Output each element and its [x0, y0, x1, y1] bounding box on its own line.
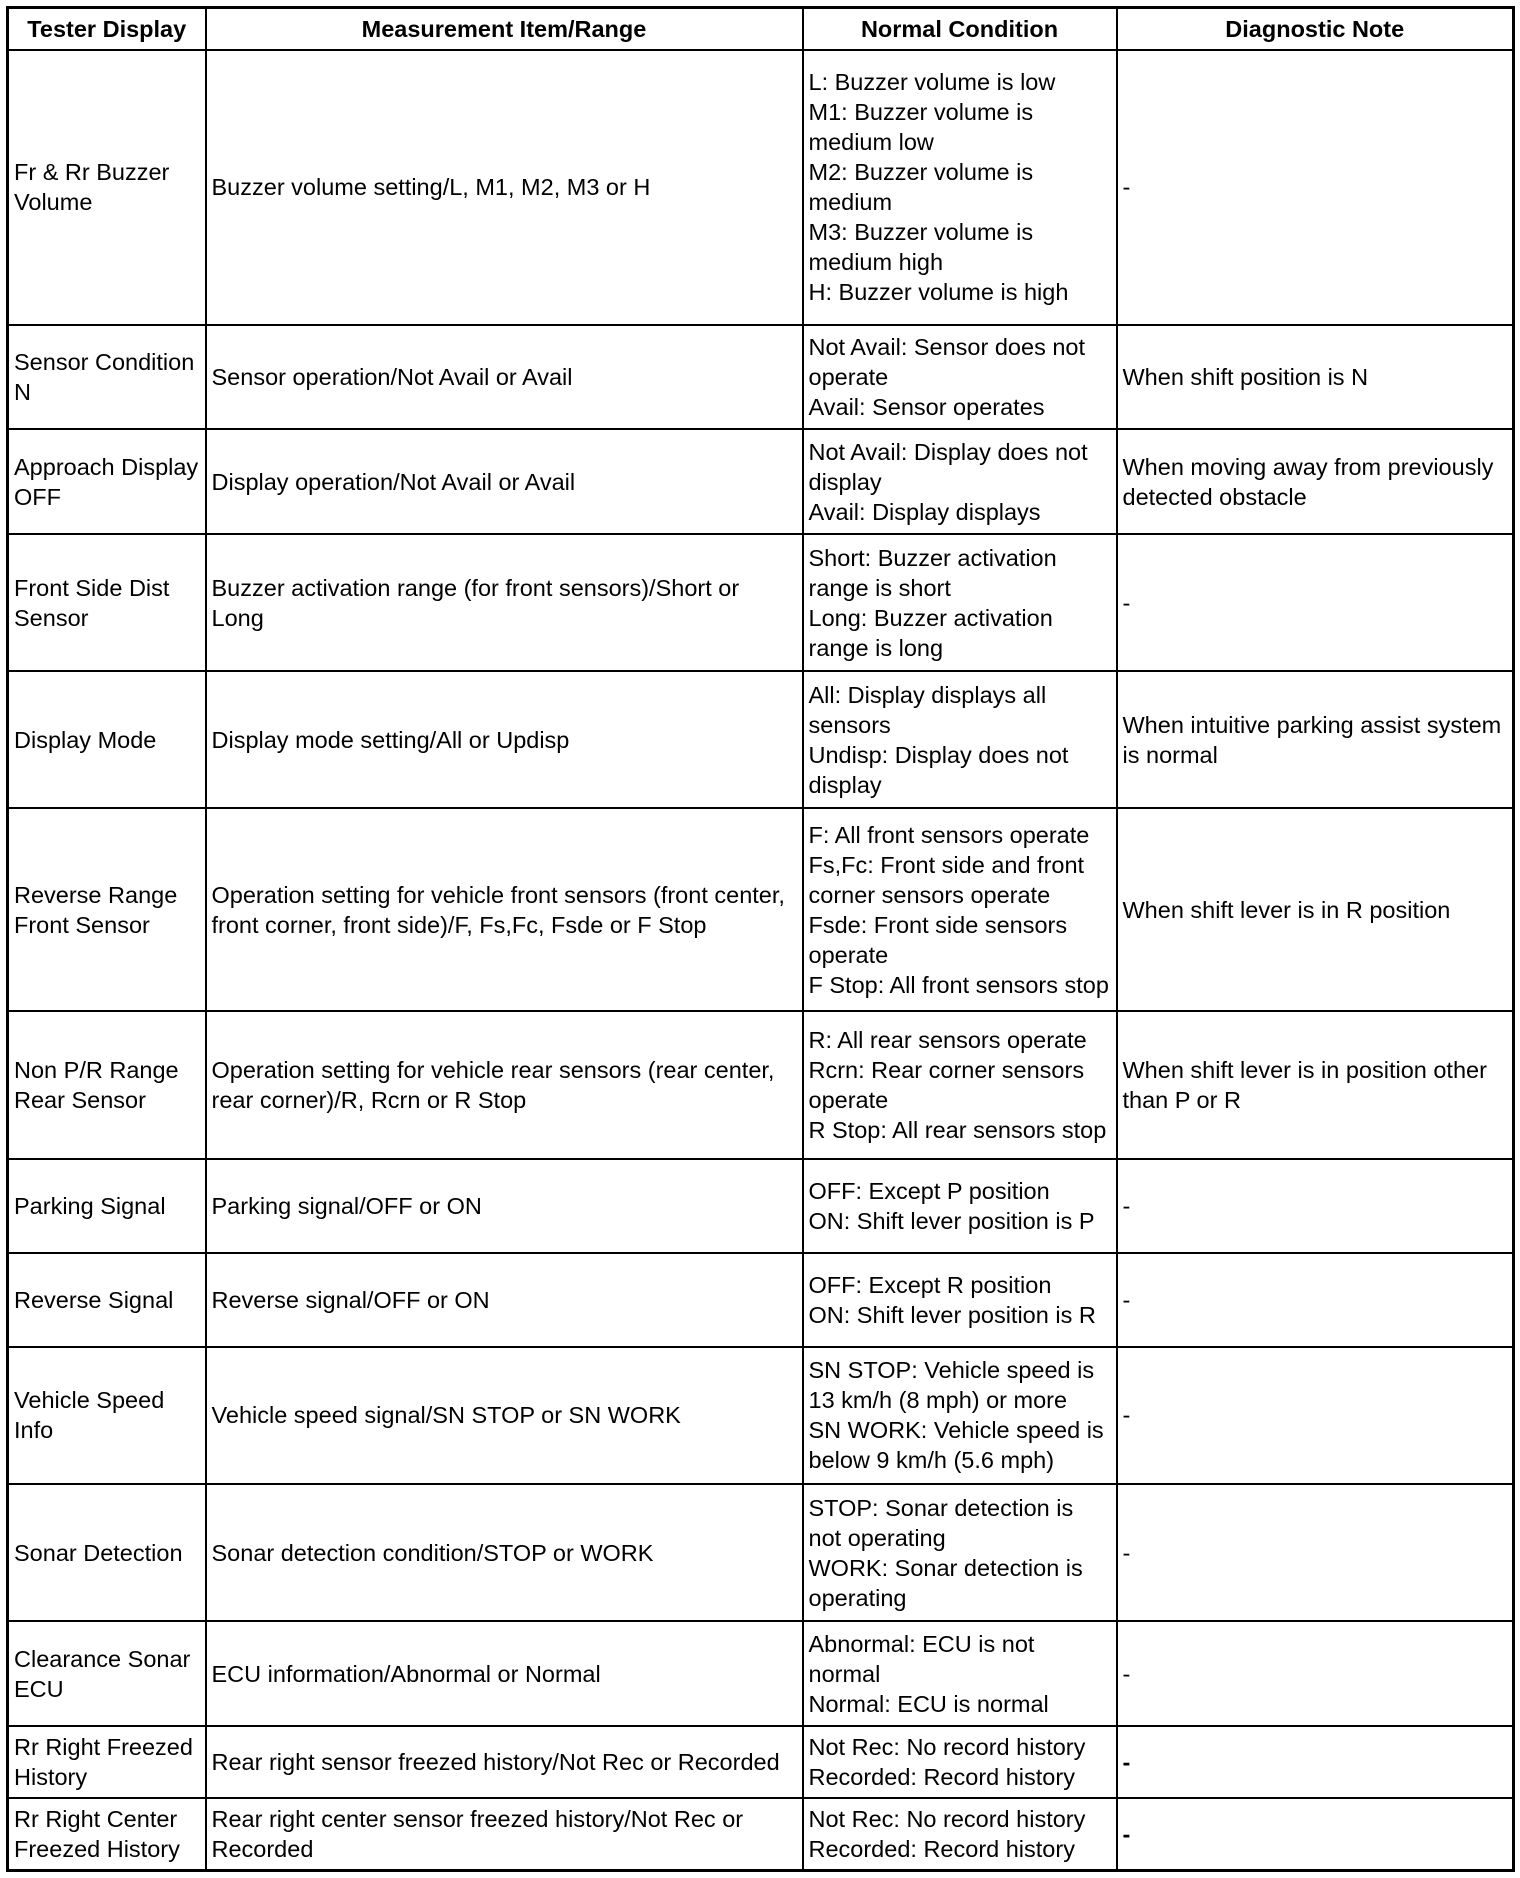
- cell-measurement-item: Sonar detection condition/STOP or WORK: [206, 1484, 803, 1621]
- cell-tester-display: Vehicle Speed Info: [8, 1347, 206, 1484]
- table-row: [8, 1484, 1514, 1621]
- header-normal-condition: Normal Condition: [803, 8, 1117, 51]
- table-row: [8, 808, 1514, 1011]
- condition-line: R: All rear sensors operate: [808, 1027, 1087, 1054]
- cell-normal-condition: [803, 671, 1117, 808]
- condition-line: Not Avail: Sensor does not operate: [808, 333, 1086, 390]
- table-row: [8, 429, 1514, 534]
- cell-measurement-item: Display mode setting/All or Updisp: [206, 671, 803, 808]
- table-row: [8, 1159, 1514, 1253]
- cell-measurement-item: Sensor operation/Not Avail or Avail: [206, 325, 803, 430]
- cell-measurement-item: Parking signal/OFF or ON: [206, 1159, 803, 1253]
- condition-line: Fs,Fc: Front side and front corner sensors operate: [808, 851, 1085, 908]
- cell-normal-condition: [803, 1011, 1117, 1159]
- cell-tester-display: Non P/R Range Rear Sensor: [8, 1011, 206, 1159]
- cell-tester-display: Rr Right Center Freezed History: [8, 1798, 206, 1871]
- table-row: [8, 1011, 1514, 1159]
- cell-measurement-item: ECU information/Abnormal or Normal: [206, 1621, 803, 1726]
- condition-line: ON: Shift lever position is P: [808, 1208, 1095, 1235]
- cell-measurement-item: Buzzer volume setting/L, M1, M2, M3 or H: [206, 50, 803, 325]
- cell-tester-display: Approach Display OFF: [8, 429, 206, 534]
- cell-measurement-item: Rear right center sensor freezed history/Not Rec or Recorded: [206, 1798, 803, 1871]
- condition-line: All: Display displays all sensors: [808, 681, 1047, 738]
- cell-diagnostic-note: -: [1117, 534, 1514, 671]
- condition-line: OFF: Except P position: [808, 1178, 1050, 1205]
- cell-diagnostic-note: -: [1117, 1253, 1514, 1347]
- cell-diagnostic-note: -: [1117, 1798, 1514, 1871]
- header-measurement-item: Measurement Item/Range: [206, 8, 803, 51]
- condition-line: ON: Shift lever position is R: [808, 1301, 1096, 1328]
- condition-line: OFF: Except R position: [808, 1271, 1052, 1298]
- cell-normal-condition: [803, 808, 1117, 1011]
- cell-normal-condition: [803, 50, 1117, 325]
- cell-normal-condition: [803, 1621, 1117, 1726]
- cell-normal-condition: [803, 534, 1117, 671]
- cell-diagnostic-note: -: [1117, 1726, 1514, 1798]
- condition-line: Abnormal: ECU is not normal: [808, 1630, 1035, 1687]
- condition-line: STOP: Sonar detection is not operating: [808, 1494, 1074, 1551]
- table-row: [8, 1621, 1514, 1726]
- cell-normal-condition: [803, 1798, 1117, 1871]
- cell-diagnostic-note: -: [1117, 1347, 1514, 1484]
- table-row: [8, 1726, 1514, 1798]
- condition-line: Recorded: Record history: [808, 1835, 1075, 1862]
- data-list-table: [6, 6, 1515, 1872]
- table-row: [8, 534, 1514, 671]
- table-body: [8, 50, 1514, 1871]
- table-row: [8, 671, 1514, 808]
- cell-measurement-item: Reverse signal/OFF or ON: [206, 1253, 803, 1347]
- table-row: [8, 50, 1514, 325]
- cell-normal-condition: [803, 1159, 1117, 1253]
- table-row: [8, 1798, 1514, 1871]
- condition-line: Undisp: Display does not display: [808, 741, 1069, 798]
- cell-tester-display: Reverse Signal: [8, 1253, 206, 1347]
- diagnostic-data-list: [6, 6, 1512, 1872]
- table-row: [8, 1253, 1514, 1347]
- cell-tester-display: Clearance Sonar ECU: [8, 1621, 206, 1726]
- condition-line: R Stop: All rear sensors stop: [808, 1117, 1107, 1144]
- cell-tester-display: Display Mode: [8, 671, 206, 808]
- condition-line: Not Rec: No record history: [808, 1805, 1086, 1832]
- cell-tester-display: Sonar Detection: [8, 1484, 206, 1621]
- cell-normal-condition: [803, 1726, 1117, 1798]
- cell-measurement-item: Buzzer activation range (for front sensors)/Short or Long: [206, 534, 803, 671]
- cell-diagnostic-note: When shift position is N: [1117, 325, 1514, 430]
- cell-tester-display: Sensor Condition N: [8, 325, 206, 430]
- condition-line: L: Buzzer volume is low: [808, 69, 1056, 96]
- condition-line: Recorded: Record history: [808, 1763, 1075, 1790]
- condition-line: F Stop: All front sensors stop: [808, 971, 1109, 998]
- cell-tester-display: Rr Right Freezed History: [8, 1726, 206, 1798]
- header-diagnostic-note: Diagnostic Note: [1117, 8, 1514, 51]
- condition-line: M1: Buzzer volume is medium low: [808, 99, 1034, 156]
- cell-diagnostic-note: When moving away from previously detected obstacle: [1117, 429, 1514, 534]
- condition-line: Long: Buzzer activation range is long: [808, 604, 1053, 661]
- condition-line: M2: Buzzer volume is medium: [808, 159, 1034, 216]
- cell-tester-display: Fr & Rr Buzzer Volume: [8, 50, 206, 325]
- condition-line: Avail: Sensor operates: [808, 393, 1045, 420]
- condition-line: Fsde: Front side sensors operate: [808, 911, 1068, 968]
- condition-line: H: Buzzer volume is high: [808, 279, 1069, 306]
- cell-normal-condition: [803, 1484, 1117, 1621]
- condition-line: M3: Buzzer volume is medium high: [808, 219, 1034, 276]
- table-row: [8, 325, 1514, 430]
- cell-diagnostic-note: -: [1117, 1621, 1514, 1726]
- header-row: [8, 8, 1514, 51]
- condition-line: Not Avail: Display does not display: [808, 438, 1088, 495]
- cell-tester-display: Reverse Range Front Sensor: [8, 808, 206, 1011]
- cell-diagnostic-note: When shift lever is in position other than P or R: [1117, 1011, 1514, 1159]
- cell-diagnostic-note: -: [1117, 1484, 1514, 1621]
- cell-diagnostic-note: When shift lever is in R position: [1117, 808, 1514, 1011]
- cell-normal-condition: [803, 1253, 1117, 1347]
- cell-tester-display: Parking Signal: [8, 1159, 206, 1253]
- cell-diagnostic-note: -: [1117, 1159, 1514, 1253]
- cell-tester-display: Front Side Dist Sensor: [8, 534, 206, 671]
- condition-line: F: All front sensors operate: [808, 821, 1090, 848]
- cell-measurement-item: Operation setting for vehicle front sensors (front center, front corner, front side)/F, Fs,Fc, Fsde or F Stop: [206, 808, 803, 1011]
- table-row: [8, 1347, 1514, 1484]
- cell-diagnostic-note: When intuitive parking assist system is normal: [1117, 671, 1514, 808]
- header-tester-display: Tester Display: [8, 8, 206, 51]
- cell-normal-condition: [803, 325, 1117, 430]
- condition-line: Avail: Display displays: [808, 498, 1041, 525]
- condition-line: Normal: ECU is normal: [808, 1690, 1049, 1717]
- cell-normal-condition: [803, 429, 1117, 534]
- condition-line: Short: Buzzer activation range is short: [808, 544, 1057, 601]
- cell-diagnostic-note: -: [1117, 50, 1514, 325]
- condition-line: Rcrn: Rear corner sensors operate: [808, 1057, 1085, 1114]
- cell-measurement-item: Operation setting for vehicle rear sensors (rear center, rear corner)/R, Rcrn or R Stop: [206, 1011, 803, 1159]
- cell-measurement-item: Vehicle speed signal/SN STOP or SN WORK: [206, 1347, 803, 1484]
- cell-measurement-item: Display operation/Not Avail or Avail: [206, 429, 803, 534]
- cell-normal-condition: [803, 1347, 1117, 1484]
- condition-line: SN WORK: Vehicle speed is below 9 km/h (5.6 mph): [808, 1417, 1104, 1474]
- condition-line: Not Rec: No record history: [808, 1733, 1086, 1760]
- cell-measurement-item: Rear right sensor freezed history/Not Rec or Recorded: [206, 1726, 803, 1798]
- condition-line: SN STOP: Vehicle speed is 13 km/h (8 mph) or more: [808, 1357, 1095, 1414]
- condition-line: WORK: Sonar detection is operating: [808, 1554, 1083, 1611]
